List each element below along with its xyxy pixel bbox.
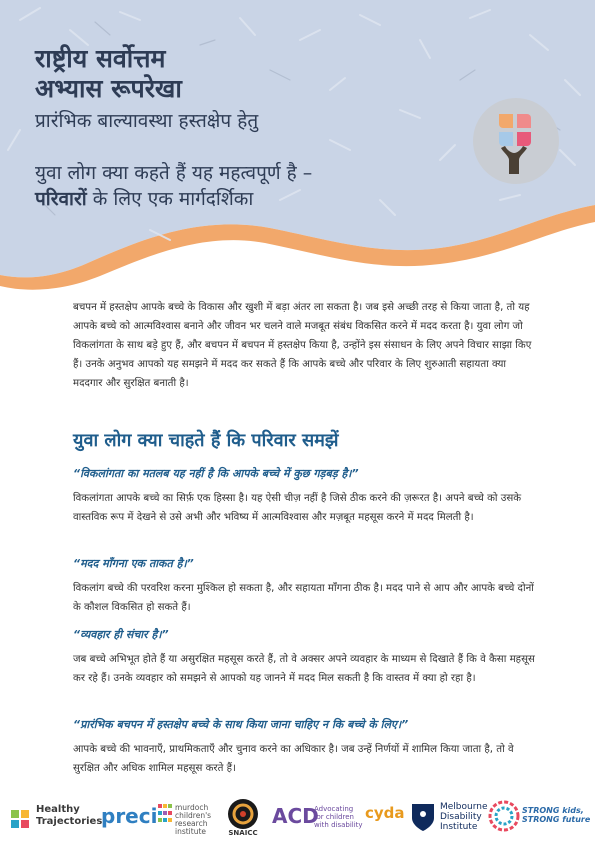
quote-2-text: विकलांग बच्चे की परवरिश करना मुश्किल हो सकता है, और सहायता माँगना ठीक है। मदद पाने से आप और आपके बच्चे दोनों के कौशल विकसित हो सकते हैं। (73, 583, 534, 613)
title-line-3: प्रारंभिक बाल्यावस्था हस्तक्षेप हेतु (35, 110, 259, 132)
murdoch-line-4: institute (175, 827, 207, 836)
quote-1-text: विकलांगता आपके बच्चे का सिर्फ़ एक हिस्सा है। यह ऐसी चीज़ नहीं है जिसे ठीक करने की ज़रूरत है। अपने बच्चे को उसके वास्तविक रूप में देखने से उसे अभी और भविष्य में आत्मविश्वास और मज़बूत महसूस करने में मदद मिलती है। (73, 493, 522, 523)
strong-line-1: STRONG kids, (522, 806, 584, 815)
acd-line-1: Advocating (314, 805, 354, 813)
title-line-2: अभ्यास रूपरेखा (35, 74, 182, 103)
melbourne-crest-icon (410, 802, 436, 832)
murdoch-icon (158, 804, 172, 830)
header-banner (0, 0, 595, 300)
strong-line-2: STRONG future (522, 815, 591, 824)
footer-logos (0, 796, 595, 841)
murdoch-line-3: research (175, 819, 208, 828)
snaicc-icon (220, 798, 266, 830)
quote-2: “मदद माँगना एक ताकत है।” (73, 557, 194, 570)
acd-line-2: for children (314, 813, 354, 821)
ht-line-1: Healthy (36, 804, 80, 815)
murdoch-line-1: murdoch (175, 803, 209, 812)
subtitle-line-2 (35, 186, 312, 212)
intro-paragraph: बचपन में हस्तक्षेप आपके बच्चे के विकास और खुशी में बड़ा अंतर ला सकता है। जब इसे अच्छी तरह से किया जाता है, तो यह आपके बच्चे को आत्मविश्वास बनाने और जीवन भर चलने वाले मजबूत संबंध विकसित करने में मदद करता है। युवा लोग जो विकलांगता के साथ बड़े हुए हैं, और बचपन में बचपन में हस्तक्षेप किया है, उन्होंने इस संसाधन के लिए अपने विचार साझा किए हैं। उनके अनुभव आपको यह समझने में मदद कर सकते हैं कि आपके बच्चे और परिवार के लिए शुरुआती सहायता क्या मददगार और सुरक्षित बनाती है। (73, 302, 532, 389)
title-block (35, 44, 258, 134)
flower-icon (473, 98, 559, 184)
melbourne-line-3: Institute (440, 822, 478, 832)
framework-logo (473, 98, 559, 184)
subtitle-block (35, 160, 312, 212)
snaicc-text: SNAICC (228, 829, 258, 837)
quote-3-text: जब बच्चे अभिभूत होते हैं या असुरक्षित महसूस करते हैं, तो वे अक्सर अपने व्यवहार के माध्यम से दिखाते हैं कि वे कैसा महसूस कर रहे हैं। उनके व्यवहार को समझने से आपको यह जानने में मदद मिल सकती है कि वास्तव में क्या हो रहा है। (73, 654, 535, 684)
acd-text: ACD (272, 804, 319, 828)
murdoch-line-2: children's (175, 811, 212, 820)
preci-logo: preci (101, 804, 158, 828)
quote-3: “व्यवहार ही संचार है।” (73, 628, 169, 641)
cyda-logo: cyda (365, 804, 405, 822)
quote-4-text: आपके बच्चे की भावनाएँ, प्राथमिकताएँ और चुनाव करने का अधिकार है। जब उन्हें निर्णयों में शामिल किया जाता है, तो वे सुरक्षित और अधिक शामिल महसूस करते हैं। (73, 744, 514, 774)
acd-line-3: with disability (314, 821, 363, 829)
melbourne-line-1: Melbourne (440, 802, 488, 812)
melbourne-line-2: Disability (440, 812, 482, 822)
subtitle-line-1: युवा लोग क्या कहते हैं यह महत्वपूर्ण है – (35, 162, 313, 184)
subtitle-bold: परिवारों (35, 188, 87, 210)
ht-icon (10, 806, 34, 830)
ht-line-2: Trajectories (36, 816, 103, 827)
title-line-1: राष्ट्रीय सर्वोत्तम (35, 44, 166, 73)
quote-4: “प्रारंभिक बचपन में हस्तक्षेप बच्चे के साथ किया जाना चाहिए न कि बच्चे के लिए।” (73, 718, 409, 731)
strong-kids-icon (488, 800, 520, 832)
snaicc-logo (220, 798, 266, 840)
section-heading: युवा लोग क्या चाहते हैं कि परिवार समझें (73, 430, 339, 451)
quote-1: “विकलांगता का मतलब यह नहीं है कि आपके बच्चे में कुछ गड़बड़ है।” (73, 467, 359, 480)
subtitle-rest: के लिए एक मार्गदर्शिका (86, 188, 254, 210)
